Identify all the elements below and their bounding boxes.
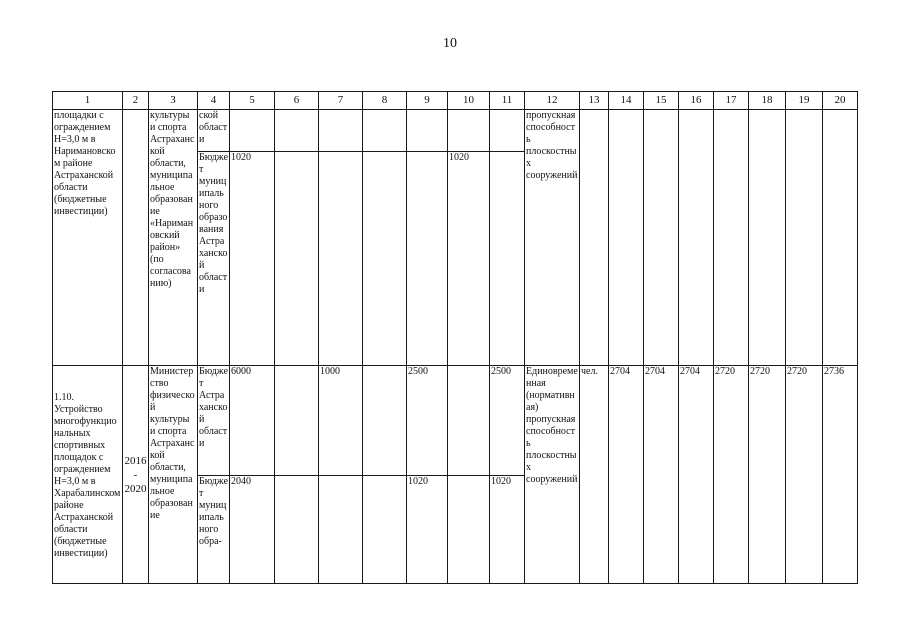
header-cell: 10 bbox=[448, 92, 490, 110]
value-cell bbox=[275, 110, 319, 152]
value-cell bbox=[448, 110, 490, 152]
executor-cell: Министерство физической культуры и спорта Астраханской области, муниципальное образование bbox=[149, 366, 198, 584]
value-cell bbox=[319, 476, 363, 584]
indicator-value-cell bbox=[714, 110, 749, 366]
header-cell: 18 bbox=[749, 92, 786, 110]
header-cell: 15 bbox=[644, 92, 679, 110]
header-cell: 8 bbox=[363, 92, 407, 110]
value-cell bbox=[448, 366, 490, 476]
header-cell: 9 bbox=[407, 92, 448, 110]
value-cell bbox=[448, 476, 490, 584]
indicator-value-cell: 2704 bbox=[679, 366, 714, 584]
indicator-value-cell bbox=[749, 110, 786, 366]
header-cell: 14 bbox=[609, 92, 644, 110]
value-cell bbox=[319, 152, 363, 366]
value-cell bbox=[319, 110, 363, 152]
value-cell bbox=[363, 110, 407, 152]
indicator-value-cell bbox=[823, 110, 858, 366]
value-cell: 1020 bbox=[448, 152, 490, 366]
table-row bbox=[53, 110, 858, 152]
header-cell: 13 bbox=[580, 92, 609, 110]
value-cell bbox=[230, 110, 275, 152]
value-cell bbox=[275, 366, 319, 476]
funding-source-cell: Бюджет Астраханской области bbox=[198, 366, 230, 476]
indicator-cell: пропускная способность плоскостных сооружений bbox=[525, 110, 580, 366]
indicator-value-cell bbox=[679, 110, 714, 366]
value-cell bbox=[275, 152, 319, 366]
header-cell: 16 bbox=[679, 92, 714, 110]
value-cell bbox=[363, 366, 407, 476]
header-cell: 6 bbox=[275, 92, 319, 110]
indicator-value-cell: 2704 bbox=[609, 366, 644, 584]
value-cell bbox=[407, 110, 448, 152]
value-cell: 1000 bbox=[319, 366, 363, 476]
indicator-value-cell: 2720 bbox=[749, 366, 786, 584]
value-cell bbox=[490, 152, 525, 366]
header-row bbox=[53, 92, 858, 110]
header-cell: 19 bbox=[786, 92, 823, 110]
value-cell bbox=[407, 152, 448, 366]
header-cell: 5 bbox=[230, 92, 275, 110]
table-row bbox=[53, 366, 858, 476]
value-cell: 1020 bbox=[230, 152, 275, 366]
value-cell: 6000 bbox=[230, 366, 275, 476]
value-cell bbox=[363, 476, 407, 584]
indicator-value-cell bbox=[786, 110, 823, 366]
value-cell bbox=[363, 152, 407, 366]
value-cell: 1020 bbox=[407, 476, 448, 584]
indicator-value-cell: 2736 bbox=[823, 366, 858, 584]
header-cell: 4 bbox=[198, 92, 230, 110]
value-cell: 2040 bbox=[230, 476, 275, 584]
indicator-value-cell: 2704 bbox=[644, 366, 679, 584]
object-name-cell: 1.10. Устройство многофункциональных спортивных площадок с ограждением Н=3,0 м в Харабалинском районе Астраханской области (бюджетные инвестиции) bbox=[53, 366, 123, 584]
period-cell: 2016 - 2020 bbox=[123, 366, 149, 584]
page-number: 10 bbox=[443, 36, 457, 51]
header-cell: 11 bbox=[490, 92, 525, 110]
value-cell: 2500 bbox=[407, 366, 448, 476]
indicator-value-cell: 2720 bbox=[714, 366, 749, 584]
header-cell: 7 bbox=[319, 92, 363, 110]
value-cell bbox=[490, 110, 525, 152]
header-cell: 1 bbox=[53, 92, 123, 110]
funding-source-cell: Бюджет муниципального образования Астраханской области bbox=[198, 152, 230, 366]
unit-cell bbox=[580, 110, 609, 366]
indicator-value-cell bbox=[644, 110, 679, 366]
funding-source-cell: ской области bbox=[198, 110, 230, 152]
program-table bbox=[52, 91, 858, 584]
header-cell: 12 bbox=[525, 92, 580, 110]
header-cell: 20 bbox=[823, 92, 858, 110]
executor-cell: культуры и спорта Астраханской области, муниципальное образование «Наримановский район» (по согласованию) bbox=[149, 110, 198, 366]
indicator-cell: Единовременная (нормативная) пропускная способность плоскостных сооружений bbox=[525, 366, 580, 584]
value-cell bbox=[275, 476, 319, 584]
header-cell: 2 bbox=[123, 92, 149, 110]
value-cell: 2500 bbox=[490, 366, 525, 476]
unit-cell: чел. bbox=[580, 366, 609, 584]
indicator-value-cell: 2720 bbox=[786, 366, 823, 584]
period-cell bbox=[123, 110, 149, 366]
value-cell: 1020 bbox=[490, 476, 525, 584]
indicator-value-cell bbox=[609, 110, 644, 366]
header-cell: 3 bbox=[149, 92, 198, 110]
funding-source-cell: Бюджет муниципального обра- bbox=[198, 476, 230, 584]
object-name-cell: площадки с ограждением Н=3,0 м в Наримановском районе Астраханской области (бюджетные инвестиции) bbox=[53, 110, 123, 366]
header-cell: 17 bbox=[714, 92, 749, 110]
